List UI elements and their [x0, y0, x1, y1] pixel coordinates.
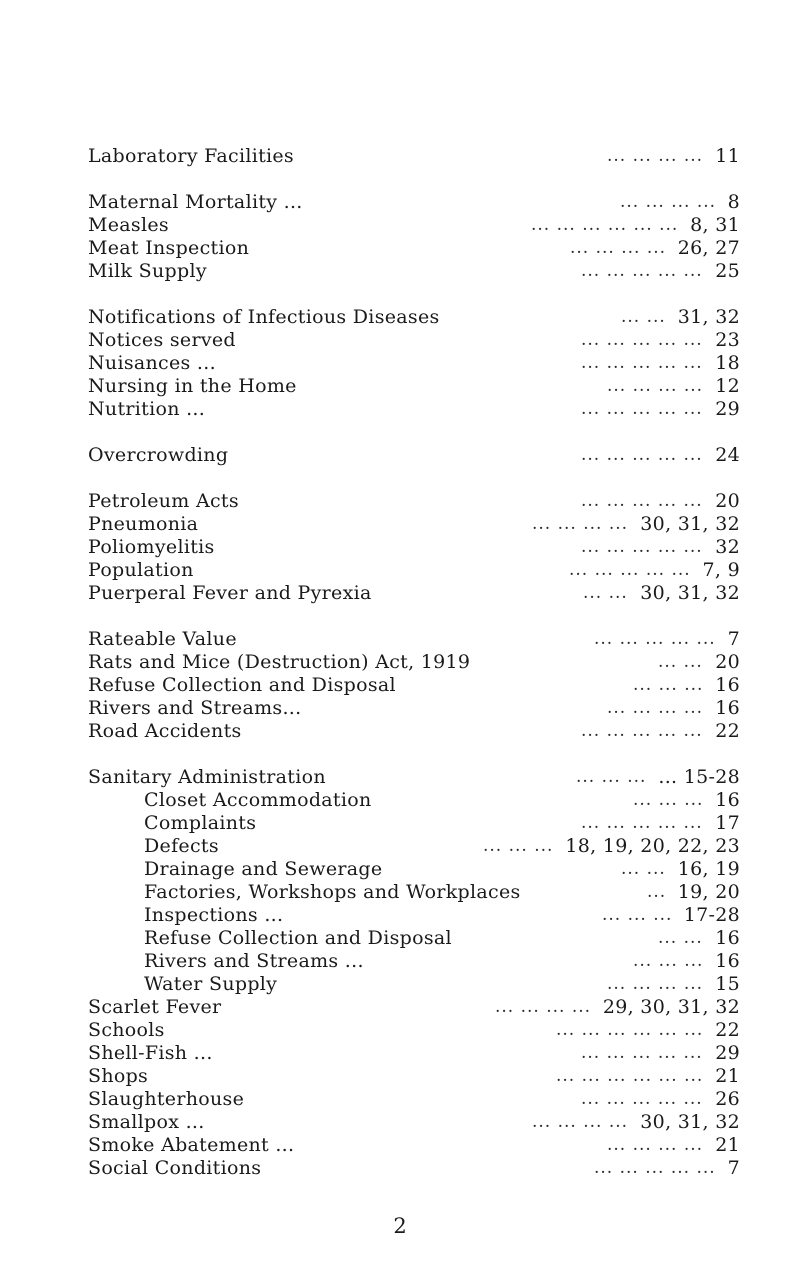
leader-dots: ... ... ... ... ...: [581, 330, 703, 350]
entry-pages: 16: [715, 927, 740, 949]
entry-pages: 32: [715, 536, 740, 558]
entry-label: Nutrition ...: [88, 398, 206, 420]
entry-label: Maternal Mortality ...: [88, 191, 303, 213]
leader-dots: ... ... ... ...: [620, 192, 717, 212]
entry-pages: 15: [715, 973, 740, 995]
index-entry: [88, 145, 740, 168]
leader-dots: ... ... ... ... ...: [569, 560, 691, 580]
leader-dots: ... ... ... ... ...: [594, 629, 716, 649]
leader-dots: ... ... ... ... ...: [581, 399, 703, 419]
leader-dots: ... ... ...: [633, 790, 704, 810]
entry-label: Rateable Value: [88, 628, 237, 650]
entry-label: Water Supply: [144, 973, 278, 995]
page-number: 2: [393, 1214, 407, 1238]
entry-pages: 20: [715, 490, 740, 512]
entry-label: Milk Supply: [88, 260, 207, 282]
entry-label: Factories, Workshops and Workplaces: [144, 881, 521, 903]
entry-label: Rats and Mice (Destruction) Act, 1919: [88, 651, 471, 673]
group-spacer: [88, 168, 740, 191]
entry-pages: 24: [715, 444, 740, 466]
entry-label: Puerperal Fever and Pyrexia: [88, 582, 372, 604]
entry-pages: 17: [715, 812, 740, 834]
entry-pages: 16: [715, 697, 740, 719]
leader-dots: ... ... ... ... ... ...: [531, 215, 679, 235]
index-subentry: [88, 789, 740, 812]
index-entry: [88, 582, 740, 605]
leader-dots: ... ... ...: [576, 767, 647, 787]
group-spacer: [88, 605, 740, 628]
entry-label: Notices served: [88, 329, 236, 351]
entry-label: Meat Inspection: [88, 237, 250, 259]
leader-dots: ... ...: [583, 583, 628, 603]
entry-label: Social Conditions: [88, 1157, 262, 1179]
entry-label: Scarlet Fever: [88, 996, 222, 1018]
entry-label: Shell-Fish ...: [88, 1042, 213, 1064]
leader-dots: ... ...: [658, 928, 703, 948]
leader-dots: ... ... ... ... ...: [581, 537, 703, 557]
entry-label: Refuse Collection and Disposal: [88, 674, 396, 696]
entry-label: Closet Accommodation: [144, 789, 372, 811]
index-entry: [88, 766, 740, 789]
entry-pages: 26, 27: [677, 237, 740, 259]
leader-dots: ... ... ... ...: [607, 698, 704, 718]
index-subentry: [88, 835, 740, 858]
entry-pages: 11: [715, 145, 740, 167]
entry-label: Shops: [88, 1065, 149, 1087]
leader-dots: ... ... ... ... ...: [581, 813, 703, 833]
leader-dots: ... ... ...: [633, 675, 704, 695]
entry-label: Laboratory Facilities: [88, 145, 294, 167]
entry-label: Rivers and Streams...: [88, 697, 302, 719]
index-subentry: [88, 904, 740, 927]
leader-dots: ... ... ... ...: [532, 1112, 629, 1132]
entry-pages: 17-28: [683, 904, 740, 926]
index-entry: [88, 1065, 740, 1088]
leader-dots: ... ... ... ...: [607, 974, 704, 994]
index-entry: [88, 352, 740, 375]
entry-pages: 16: [715, 789, 740, 811]
entry-pages: 8: [727, 191, 740, 213]
entry-pages: 16, 19: [677, 858, 740, 880]
entry-label: Notifications of Infectious Diseases: [88, 306, 440, 328]
entry-label: Rivers and Streams ...: [144, 950, 364, 972]
index-subentry: [88, 858, 740, 881]
leader-dots: ... ... ... ...: [532, 514, 629, 534]
entry-label: Nursing in the Home: [88, 375, 297, 397]
leader-dots: ... ... ... ... ...: [581, 721, 703, 741]
entry-label: Drainage and Sewerage: [144, 858, 383, 880]
index-entry: [88, 191, 740, 214]
leader-dots: ... ... ... ...: [607, 1135, 704, 1155]
index-entry: [88, 237, 740, 260]
leader-dots: ... ... ...: [483, 836, 554, 856]
index-entry: [88, 398, 740, 421]
index-subentry: [88, 927, 740, 950]
entry-pages: 31, 32: [677, 306, 740, 328]
index-entry: [88, 260, 740, 283]
index-entry: [88, 536, 740, 559]
entry-pages: ... 15-28: [658, 766, 740, 788]
entry-pages: 16: [715, 950, 740, 972]
entry-label: Smallpox ...: [88, 1111, 205, 1133]
entry-label: Schools: [88, 1019, 165, 1041]
entry-pages: 20: [715, 651, 740, 673]
group-spacer: [88, 467, 740, 490]
entry-pages: 12: [715, 375, 740, 397]
entry-pages: 23: [715, 329, 740, 351]
entry-pages: 29: [715, 398, 740, 420]
leader-dots: ... ... ... ...: [607, 146, 704, 166]
leader-dots: ... ... ... ...: [607, 376, 704, 396]
index-entry: [88, 329, 740, 352]
index-entry: [88, 651, 740, 674]
index-subentry: [88, 881, 740, 904]
leader-dots: ... ... ... ... ...: [581, 491, 703, 511]
entry-pages: 7, 9: [702, 559, 740, 581]
leader-dots: ... ... ... ... ...: [581, 353, 703, 373]
leader-dots: ... ... ... ... ... ...: [556, 1066, 704, 1086]
leader-dots: ... ... ... ...: [570, 238, 667, 258]
entry-label: Slaughterhouse: [88, 1088, 245, 1110]
entry-label: Complaints: [144, 812, 257, 834]
index-entry: [88, 674, 740, 697]
subject-index: [88, 145, 740, 1180]
index-entry: [88, 697, 740, 720]
entry-label: Population: [88, 559, 194, 581]
entry-label: Sanitary Administration: [88, 766, 326, 788]
index-entry: [88, 1019, 740, 1042]
entry-label: Inspections ...: [144, 904, 284, 926]
entry-pages: 16: [715, 674, 740, 696]
leader-dots: ... ... ... ... ...: [581, 445, 703, 465]
leader-dots: ... ... ... ... ...: [581, 1089, 703, 1109]
group-spacer: [88, 421, 740, 444]
entry-pages: 7: [727, 628, 740, 650]
entry-label: Smoke Abatement ...: [88, 1134, 295, 1156]
entry-pages: 19, 20: [677, 881, 740, 903]
index-entry: [88, 306, 740, 329]
index-subentry: [88, 812, 740, 835]
leader-dots: ... ...: [658, 652, 703, 672]
entry-label: Petroleum Acts: [88, 490, 239, 512]
index-entry: [88, 375, 740, 398]
leader-dots: ... ... ... ... ... ...: [556, 1020, 704, 1040]
index-entry: [88, 1157, 740, 1180]
index-entry: [88, 513, 740, 536]
entry-label: Poliomyelitis: [88, 536, 215, 558]
entry-label: Road Accidents: [88, 720, 242, 742]
entry-pages: 30, 31, 32: [640, 582, 740, 604]
entry-pages: 30, 31, 32: [640, 513, 740, 535]
entry-pages: 29: [715, 1042, 740, 1064]
group-spacer: [88, 283, 740, 306]
leader-dots: ... ... ...: [602, 905, 673, 925]
leader-dots: ... ... ... ... ...: [581, 1043, 703, 1063]
entry-pages: 26: [715, 1088, 740, 1110]
leader-dots: ... ... ... ... ...: [594, 1158, 716, 1178]
entry-label: Nuisances ...: [88, 352, 216, 374]
group-spacer: [88, 743, 740, 766]
leader-dots: ... ... ... ...: [495, 997, 592, 1017]
index-entry: [88, 214, 740, 237]
leader-dots: ... ... ...: [633, 951, 704, 971]
leader-dots: ... ...: [621, 307, 666, 327]
entry-label: Overcrowding: [88, 444, 229, 466]
entry-pages: 22: [715, 720, 740, 742]
index-entry: [88, 1042, 740, 1065]
entry-pages: 21: [715, 1065, 740, 1087]
index-entry: [88, 996, 740, 1019]
entry-pages: 8, 31: [690, 214, 740, 236]
leader-dots: ... ...: [621, 859, 666, 879]
index-entry: [88, 559, 740, 582]
entry-label: Measles: [88, 214, 169, 236]
leader-dots: ... ... ... ... ...: [581, 261, 703, 281]
index-entry: [88, 1134, 740, 1157]
entry-pages: 21: [715, 1134, 740, 1156]
index-entry: [88, 628, 740, 651]
entry-label: Refuse Collection and Disposal: [144, 927, 452, 949]
index-subentry: [88, 950, 740, 973]
entry-pages: 25: [715, 260, 740, 282]
index-entry: [88, 490, 740, 513]
leader-dots: ...: [647, 882, 667, 902]
index-entry: [88, 1088, 740, 1111]
entry-pages: 7: [727, 1157, 740, 1179]
index-entry: [88, 1111, 740, 1134]
index-entry: [88, 444, 740, 467]
entry-pages: 30, 31, 32: [640, 1111, 740, 1133]
index-subentry: [88, 973, 740, 996]
index-entry: [88, 720, 740, 743]
entry-pages: 29, 30, 31, 32: [602, 996, 740, 1018]
entry-label: Pneumonia: [88, 513, 199, 535]
entry-label: Defects: [144, 835, 219, 857]
entry-pages: 22: [715, 1019, 740, 1041]
entry-pages: 18, 19, 20, 22, 23: [565, 835, 740, 857]
entry-pages: 18: [715, 352, 740, 374]
